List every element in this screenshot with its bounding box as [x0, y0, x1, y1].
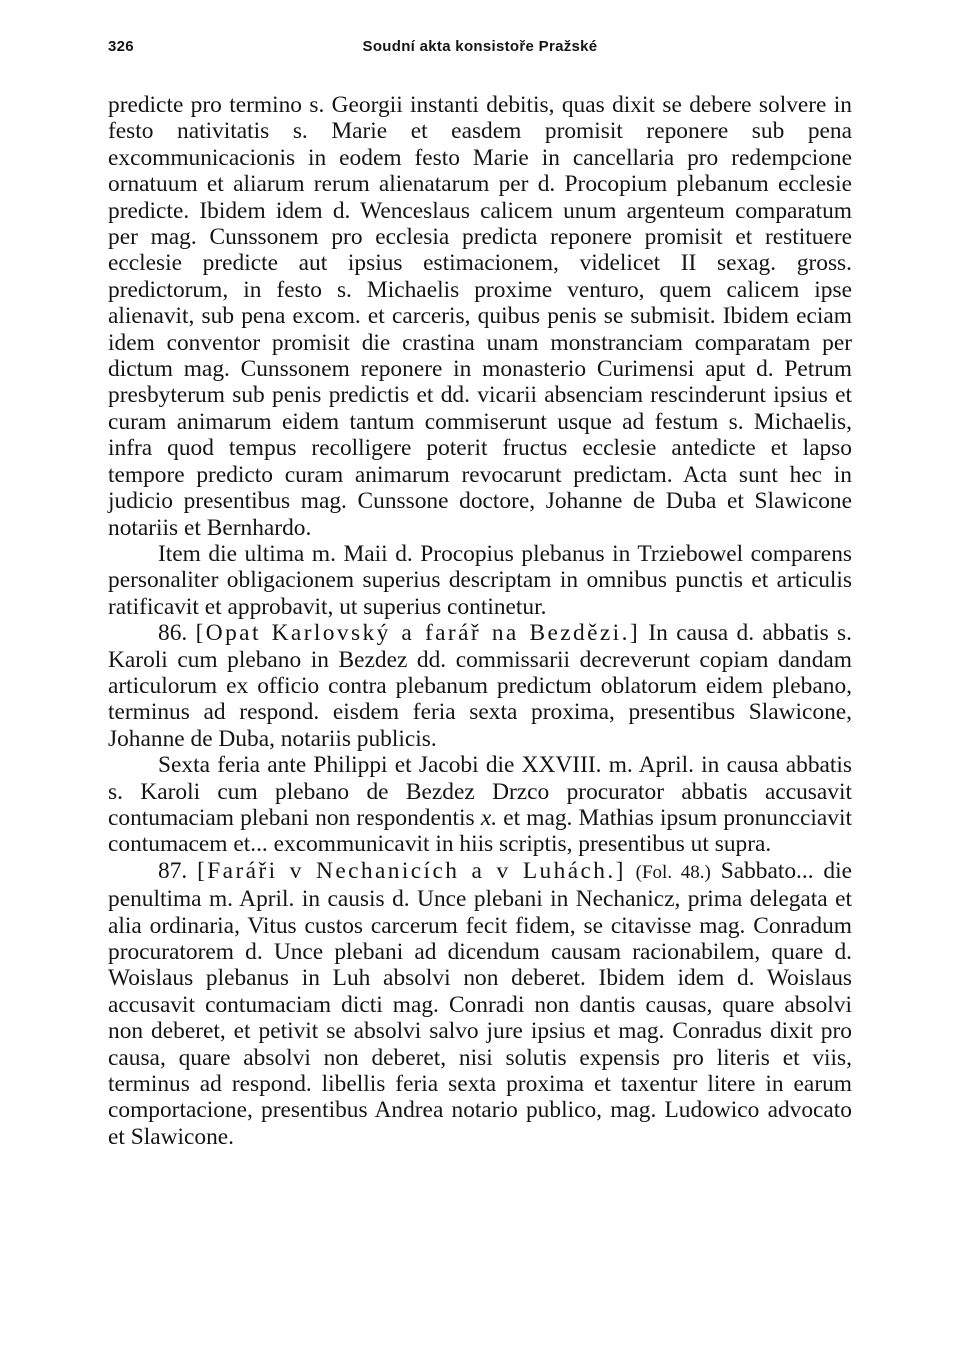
paragraph-continuation: predicte pro termino s. Georgii instanti debitis, quas dixit se debere solvere in festo nativitatis s. Marie et easdem promisit reponere sub pena excommunicacionis in eodem festo Marie in cancellaria pro redempcione ornatuum et aliarum rerum alienatarum per d. Procopium plebanum ecclesie predicte. Ibidem idem d. Wenceslaus calicem unum argenteum comparatum per mag. Cunssonem pro ecclesia predicta reponere promisit et restituere ecclesie predicte aut ipsius estimacionem, videlicet II sexag. gross. predictorum, in festo s. Michaelis proxime venturo, quem calicem ipse alienavit, sub pena excom. et carceris, quibus penis se submisit. Ibidem eciam idem conventor promisit die crastina unam monstranciam comparatam per dictum mag. Cunssonem reponere in monasterio Curimensi aput d. Petrum presbyterum sub penis predictis et dd. vicarii absenciam rescinderunt ipsius et curam animarum eidem tantum commiserunt usque ad festum s. Michaelis, infra quod tempus recolligere poterit fructus ecclesie antedicte et lapso tempore predicto curam animarum revocarunt predictam. Acta sunt hec in judicio presentibus mag. Cunssone doctore, Johanne de Duba et Slawicone notariis et Bernhardo. — [108, 92, 852, 541]
body-text — [108, 92, 852, 1150]
paragraph-sexta-feria — [108, 752, 852, 858]
paragraph-item-die-ultima: Item die ultima m. Maii d. Procopius plebanus in Trziebowel comparens personaliter obligacionem superius descriptam in omnibus punctis et articulis ratificavit et approbavit, ut superius continetur. — [108, 540, 852, 620]
folio-reference: (Fol. 48.) — [635, 861, 711, 883]
entry-86 — [108, 620, 852, 752]
italic-mark: x. — [480, 804, 498, 831]
running-header — [108, 38, 852, 60]
entry-text: In causa d. abbatis s. Karoli cum plebano in Bezdez dd. commissarii decreverunt copiam dandam articulorum ex officio contra plebanum predictum oblatorum eidem plebano, terminus ad respond. eisdem feria sexta proxima, presentibus Slawicone, Johanne de Duba, notariis publicis. — [108, 620, 852, 752]
page-number: 326 — [108, 38, 134, 55]
entry-87 — [108, 858, 852, 1150]
entry-number: 86. — [158, 620, 188, 647]
entry-text: Sabbato... die penultima m. April. in causis d. Unce plebani in Nechanicz, prima delegata et alia ordinaria, Vitus custos carcerum fecit fidem, se citavisse mag. Conradum procuratorem d. Unce plebani ad dicendum causam racionabilem, quare d. Woislaus plebanus in Luh absolvi non deberet. Ibidem idem d. Woislaus accusavit contumaciam dicti mag. Conradi non dantis causas, quare absolvi non deberet, et petivit se absolvi salvo jure ipsius et mag. Conradus dixit pro causa, quare absolvi non deberet, nisi solutis expensis pro literis et viis, terminus ad respond. libellis feria sexta proxima et taxentur litere in earum comportacione, presentibus Andrea notario publico, mag. Ludowico advocato et Slawicone. — [108, 857, 852, 1150]
entry-heading: [Faráři v Nechanicích a v Luhách.] — [197, 857, 626, 884]
running-title: Soudní akta konsistoře Pražské — [362, 38, 598, 55]
entry-heading: [Opat Karlovský a farář na Bezdězi.] — [195, 620, 641, 647]
paragraph-text: et mag. Mathias ipsum pronuncciavit contumacem et... excommunicavit in hiis scriptis, presentibus ut supra. — [108, 804, 852, 858]
entry-number: 87. — [158, 857, 188, 884]
paragraph-text: Sexta feria ante Philippi et Jacobi die XXVIII. m. April. in causa abbatis s. Karoli cum plebano de Bezdez Drzco procurator abbatis accusavit contumaciam plebani non respondentis — [108, 752, 852, 831]
